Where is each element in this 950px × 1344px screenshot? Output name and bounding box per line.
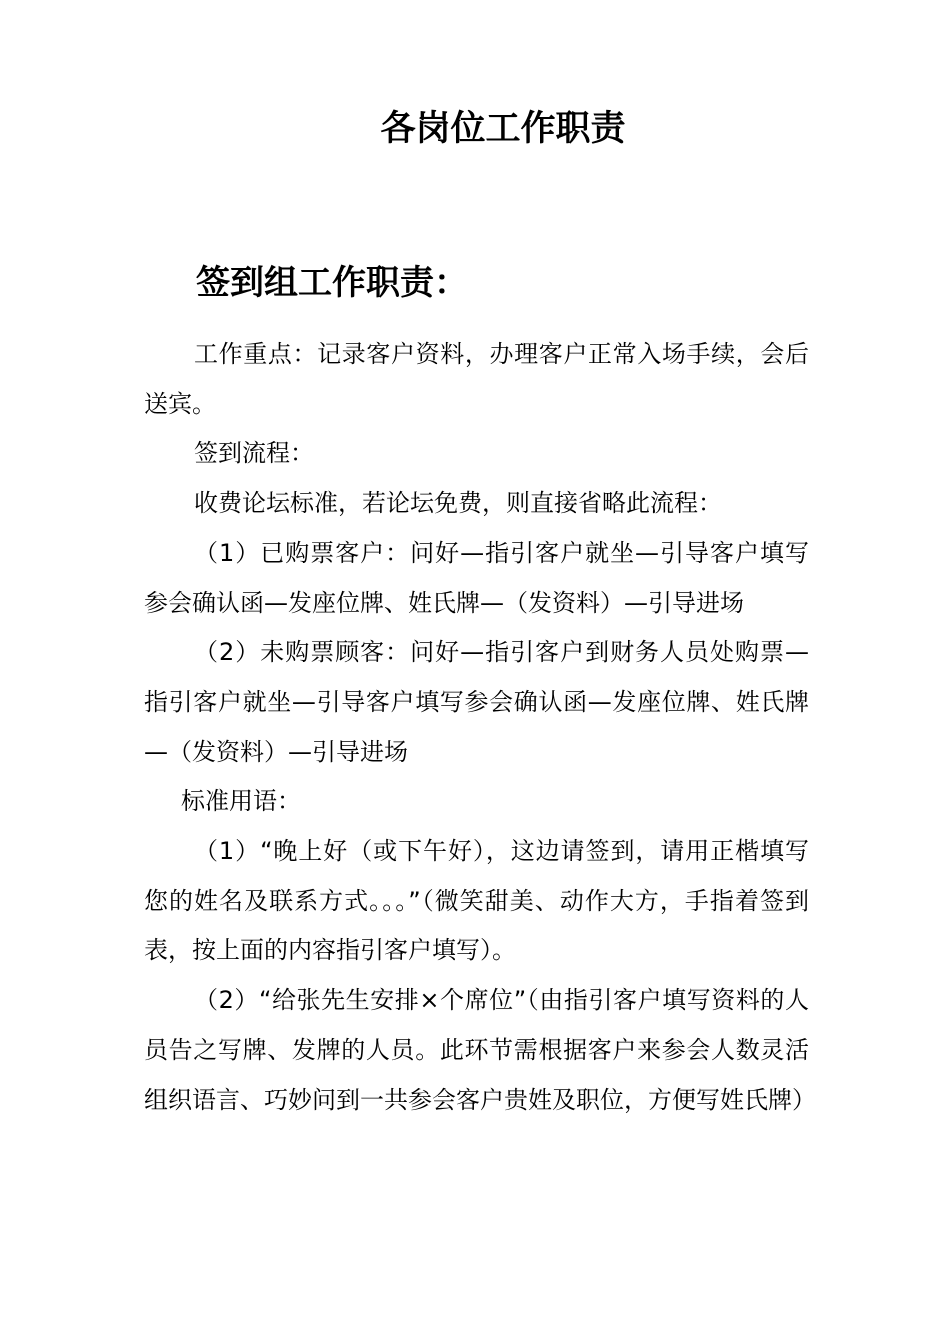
paragraph-signin-process-heading: 签到流程： [194,439,314,468]
paragraph-fee-note: 收费论坛标准，若论坛免费，则直接省略此流程： [194,489,722,518]
paragraph-standard-phrases-heading: 标准用语： [181,787,301,816]
document-body [144,330,816,1125]
document-title: 各岗位工作职责 [380,109,626,149]
paragraph-phrase-1: （1）“晚上好（或下午好），这边请签到，请用正楷填写您的姓名及联系方式。。。”（微笑甜美、动作大方，手指着签到表，按上面的内容指引客户填写）。 [144,837,809,965]
paragraph-unticketed-flow: （2）未购票顾客：问好—指引客户到财务人员处购票—指引客户就坐—引导客户填写参会确认函—发座位牌、姓氏牌—（发资料）—引导进场 [144,638,809,766]
section-title: 签到组工作职责： [196,263,468,303]
paragraph-work-focus: 工作重点：记录客户资料，办理客户正常入场手续，会后送宾。 [144,340,809,418]
paragraph-ticketed-flow: （1）已购票客户：问好—指引客户就坐—引导客户填写参会确认函—发座位牌、姓氏牌—（发资料）—引导进场 [144,538,809,617]
paragraph-phrase-2: （2）“给张先生安排×个席位”（由指引客户填写资料的人员告之写牌、发牌的人员。此环节需根据客户来参会人数灵活组织语言、巧妙问到一共参会客户贵姓及职位，方便写姓氏牌） [144,986,816,1114]
